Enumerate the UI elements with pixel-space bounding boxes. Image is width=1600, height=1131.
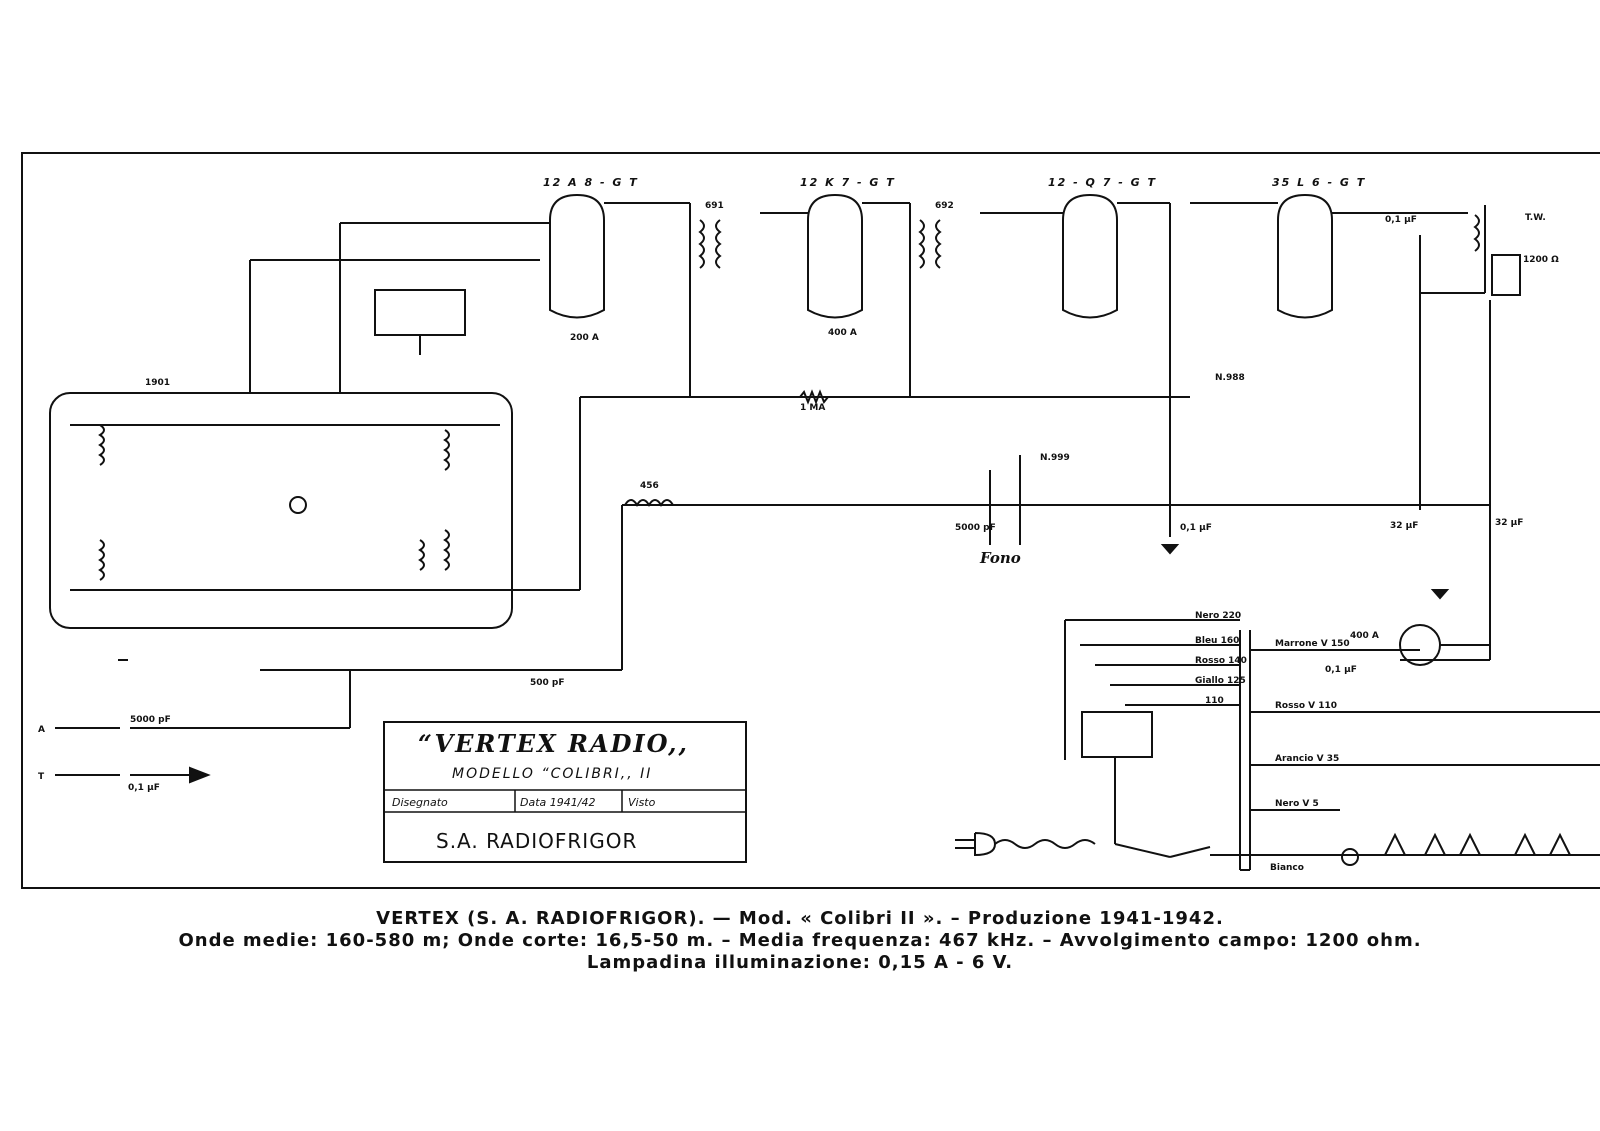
label-n988: N.988 bbox=[1215, 373, 1245, 383]
tap-right-4: Nero V 5 bbox=[1275, 799, 1319, 809]
label-c32-1: 32 µF bbox=[1390, 521, 1419, 531]
tube-v1 bbox=[550, 195, 604, 318]
caption-line-2: Onde medie: 160-580 m; Onde corte: 16,5-50 m. – Media frequenza: 467 kHz. – Avvolgimento campo: 1200 ohm. bbox=[178, 930, 1422, 951]
label-c32-2: 32 µF bbox=[1495, 518, 1524, 528]
label-if1: 691 bbox=[705, 201, 724, 211]
tap-left-5: 110 bbox=[1205, 696, 1224, 706]
tap-right-5: Bianco bbox=[1270, 863, 1304, 873]
tap-left-1: Nero 220 bbox=[1195, 611, 1242, 621]
label-ant-a: A bbox=[38, 725, 45, 735]
tap-left-2: Bleu 160 bbox=[1195, 636, 1240, 646]
tap-right-3: Arancio V 35 bbox=[1275, 754, 1340, 764]
title-block-model: MODELLO “COLIBRI,, II bbox=[452, 766, 653, 782]
label-field: 1200 Ω bbox=[1523, 255, 1559, 265]
tube-v4 bbox=[1278, 195, 1332, 318]
caption-line-1: VERTEX (S. A. RADIOFRIGOR). — Mod. « Colibri II ». – Produzione 1941-1942. bbox=[376, 908, 1224, 929]
label-coil: 1901 bbox=[145, 378, 171, 388]
tube-label-v3: 12 - Q 7 - G T bbox=[1048, 176, 1157, 189]
label-fono: Fono bbox=[980, 549, 1021, 567]
title-block-date: Data 1941/42 bbox=[520, 796, 596, 809]
tap-left-3: Rosso 140 bbox=[1195, 656, 1247, 666]
tube-label-v2: 12 K 7 - G T bbox=[800, 176, 896, 189]
label-res-1ma: 1 MA bbox=[800, 403, 826, 413]
label-tweet: T.W. bbox=[1525, 213, 1546, 223]
tap-right-1: Marrone V 150 bbox=[1275, 639, 1350, 649]
schematic-frame bbox=[22, 153, 1600, 888]
title-block-maker: S.A. RADIOFRIGOR bbox=[436, 829, 638, 853]
label-n999: N.999 bbox=[1040, 453, 1070, 463]
label-c-ant: 5000 pF bbox=[130, 715, 171, 725]
label-c500: 500 pF bbox=[530, 678, 565, 688]
label-res-200a: 200 A bbox=[570, 333, 599, 343]
tube-v2 bbox=[808, 195, 862, 318]
tap-left-4: Giallo 125 bbox=[1195, 676, 1246, 686]
label-choke: 456 bbox=[640, 481, 659, 491]
tube-v3 bbox=[1063, 195, 1117, 318]
tube-label-v4: 35 L 6 - G T bbox=[1272, 176, 1367, 189]
tap-right-2: Rosso V 110 bbox=[1275, 701, 1338, 711]
tube-label-v1: 12 A 8 - G T bbox=[543, 176, 639, 189]
label-ant-t: T bbox=[38, 772, 45, 782]
label-c5000: 5000 pF bbox=[955, 523, 996, 533]
caption-line-3: Lampadina illuminazione: 0,15 A - 6 V. bbox=[586, 952, 1014, 973]
title-block-drawn: Disegnato bbox=[392, 796, 448, 809]
title-block-visto: Visto bbox=[628, 796, 656, 809]
label-res-400a: 400 A bbox=[828, 328, 857, 338]
label-if2: 692 bbox=[935, 201, 954, 211]
label-fuse: 0,1 µF bbox=[1325, 665, 1357, 675]
title-block bbox=[384, 722, 746, 862]
label-res400: 400 A bbox=[1350, 631, 1379, 641]
label-c-t: 0,1 µF bbox=[128, 783, 160, 793]
title-block-title: “VERTEX RADIO,, bbox=[418, 729, 689, 758]
band-switch-box bbox=[50, 393, 512, 628]
label-c01b: 0,1 µF bbox=[1385, 215, 1417, 225]
label-c01: 0,1 µF bbox=[1180, 523, 1212, 533]
